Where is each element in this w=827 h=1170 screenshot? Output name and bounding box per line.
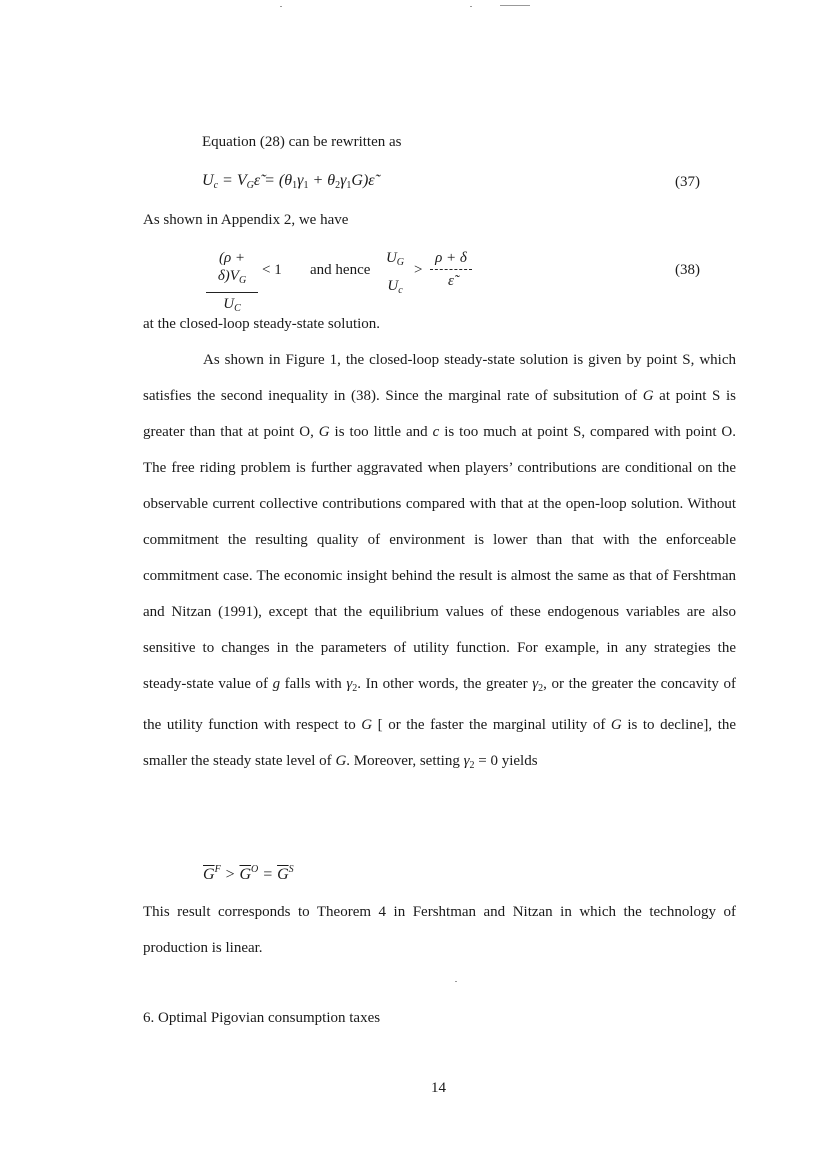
scan-speck bbox=[455, 981, 457, 982]
body-paragraph: As shown in Figure 1, the closed-loop steady-state solution is given by point S, which satisfies the second inequality in (38). Since the marginal rate of subsitution of G at point S is greater than that at point O, G is too little and c is too much at point S, compared with point O. The free riding problem is further aggravated when players’ contributions are conditional on the observable current collective contributions compared with that at the open-loop solution. Without commitment the resulting quality of environment is lower than that with the enforceable commitment case. The economic insight behind the result is almost the same as that of Fershtman and Nitzan (1991), except that the equilibrium values of these endogenous variables are also sensitive to changes in the parameters of utility function. For example, in any strategies the steady-state value of g falls with $\gamma_2$. In other words, the greater $\gamma_2$, or the greater the concavity of the utility function with respect to G [ or the faster the marginal utility of G is to decline], the smaller the steady state level of G. Moreover, setting $\gamma_2 = 0$ yields bbox=[143, 352, 737, 771]
intro-line: Equation (28) can be rewritten as bbox=[202, 134, 402, 150]
scan-speck bbox=[500, 5, 530, 6]
page-number: 14 bbox=[431, 1080, 446, 1096]
equation-number-37: (37) bbox=[675, 174, 700, 190]
result-paragraph: This result corresponds to Theorem 4 in Fershtman and Nitzan in which the technology of production is linear. bbox=[143, 904, 736, 956]
greater-than: > bbox=[414, 262, 423, 278]
fraction-2: $U_G$ $U_c$ bbox=[385, 250, 405, 296]
fraction-1: $(\rho + \delta)V_G$ $U_C$ bbox=[206, 249, 258, 318]
scan-speck bbox=[280, 6, 282, 7]
and-hence: and hence bbox=[310, 262, 371, 278]
equation-37: $U_c$ = $V_G\varepsiloñ = (\theta_1\gamma_1$ + $\theta_2\gamma_1G)\varepsiloñ$ bbox=[202, 172, 375, 191]
inequality-chain: $\overline{G}^F > \overline{G}^O = \overline{G}^S$ bbox=[203, 864, 294, 883]
steady-state-line: at the closed-loop steady-state solution. bbox=[143, 316, 381, 332]
section-heading: 6. Optimal Pigovian consumption taxes bbox=[143, 1010, 381, 1026]
appendix-line: As shown in Appendix 2, we have bbox=[143, 212, 349, 228]
scan-speck bbox=[470, 6, 472, 7]
equation-number-38: (38) bbox=[675, 262, 700, 278]
fraction-3: ρ + δ ε̃ bbox=[430, 249, 472, 290]
less-than-one: < 1 bbox=[262, 262, 282, 278]
